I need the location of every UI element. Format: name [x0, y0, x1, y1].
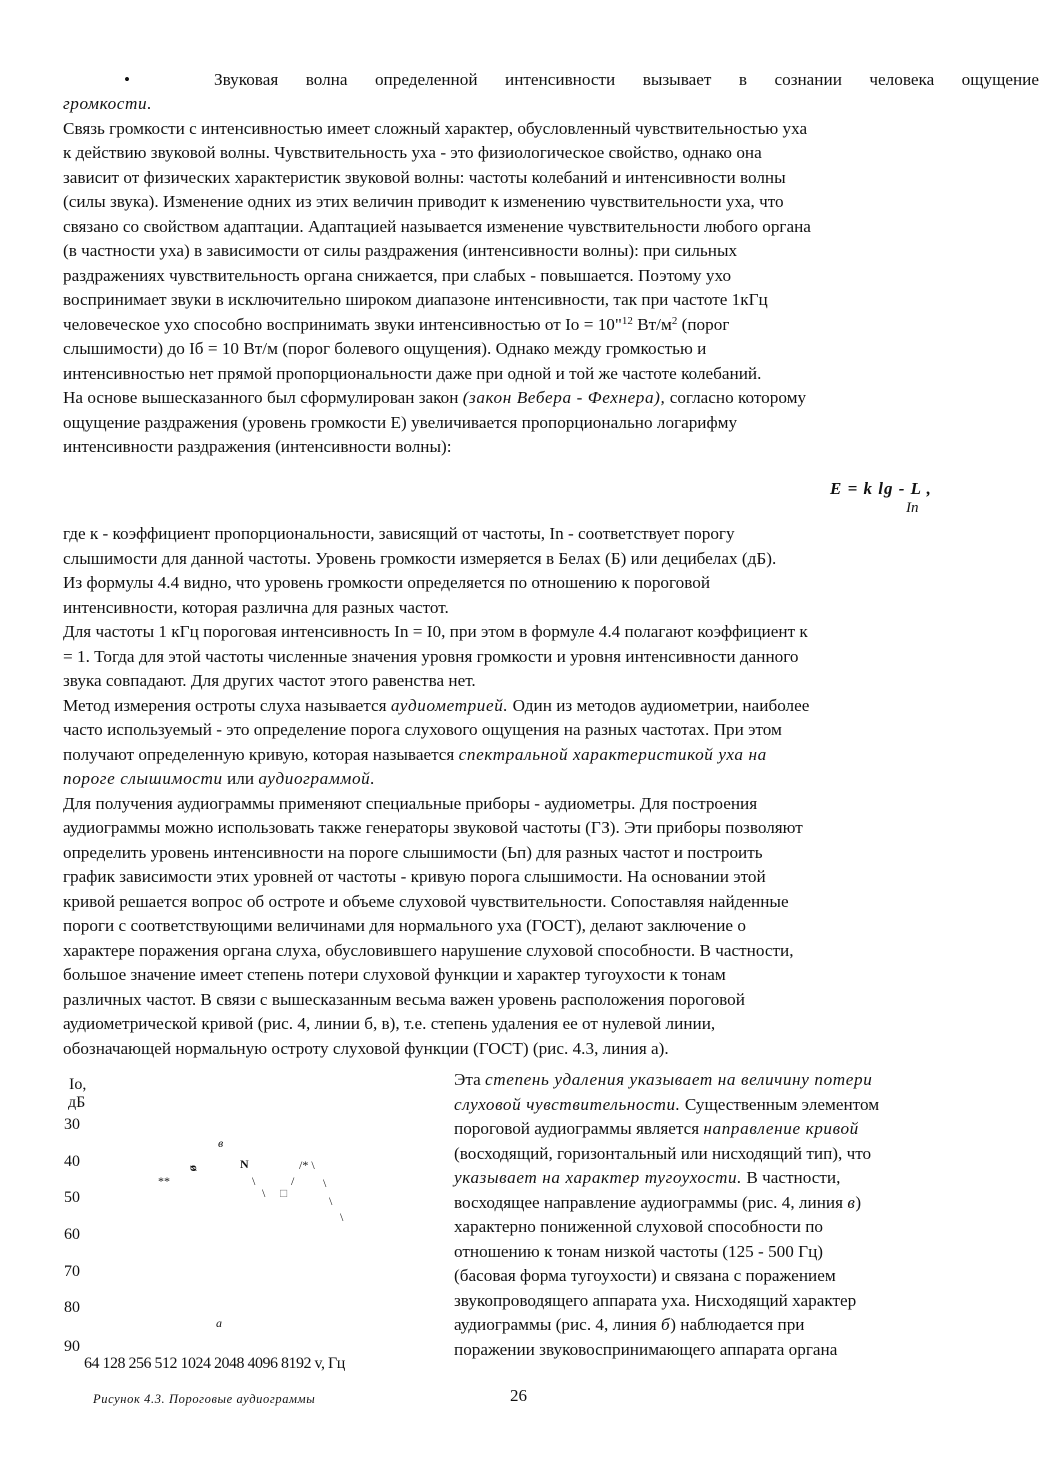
spectral-italic-1: пороге слышимости: [63, 769, 223, 788]
text-span: ): [855, 1192, 862, 1212]
curve-marker-slash-star: /* \: [299, 1158, 315, 1172]
text-line: зависит от физических характеристик звуковой волны: частоты колебаний и интенсивности волны: [63, 167, 786, 187]
law-text-b: согласно которому: [665, 388, 807, 407]
text-line: (басовая форма тугоухости) и связана с поражением: [454, 1266, 836, 1285]
y-axis-label-unit: дБ: [68, 1094, 86, 1111]
text-line: слышимости для данной частоты. Уровень громкости измеряется в Белах (Б) или децибелах (дБ).: [63, 548, 777, 568]
curve-marker-backslash: \: [262, 1186, 266, 1200]
y-tick-label: 80: [64, 1299, 80, 1316]
text-span: аудиограммы (рис. 4, линия: [454, 1315, 661, 1334]
text-line: кривой решается вопрос об остроте и объеме слуховой чувствительности. Сопоставляя найденные: [63, 891, 789, 911]
text-span: восходящее направление аудиограммы (рис. 4, линия: [454, 1192, 848, 1212]
y-tick-label: 60: [64, 1226, 80, 1243]
text-line: аудиограммы можно использовать также генераторы звуковой частоты (ГЗ). Эти приборы позволяют: [63, 818, 803, 837]
text-line: поражении звуковоспринимающего аппарата органа: [454, 1339, 838, 1359]
y-tick-label: 50: [64, 1189, 80, 1206]
method-italic: аудиометрией.: [390, 695, 509, 715]
italic-span: направление кривой: [703, 1119, 859, 1138]
threshold-text-b: Вт/м: [632, 314, 672, 334]
text-line: характере поражения органа слуха, обусловившего нарушение слуховой способности. В частности,: [63, 940, 794, 960]
main-text-block-1: [63, 92, 978, 460]
intro-italic-word: громкости.: [63, 94, 153, 113]
text-span: В частности,: [742, 1168, 841, 1187]
curve-marker-circles: ᴓ: [190, 1160, 197, 1174]
text-line: Для частоты 1 кГц пороговая интенсивность In = I0, при этом в формуле 4.4 полагают коэффициент к: [63, 622, 808, 641]
text-line: слышимости) до Iб = 10 Вт/м (порог болевого ощущения). Однако между громкостью и: [63, 339, 707, 358]
spectral-italic: спектральной характеристикой уха на: [458, 744, 767, 764]
text-line: часто используемый - это определение порога слухового ощущения на разных частотах. При этом: [63, 720, 782, 739]
curve-marker-backslash: \: [329, 1194, 333, 1208]
text-line: (силы звука). Изменение одних из этих величин приводит к изменению чувствительности уха, что: [63, 192, 784, 211]
curve-marker-slash: /: [291, 1174, 295, 1188]
italic-span: слуховой чувствительности.: [454, 1094, 681, 1114]
threshold-exponent-1: 12: [621, 314, 633, 327]
x-axis-ticks: 64 128 256 512 1024 2048 4096 8192 v, Гц: [84, 1355, 345, 1372]
text-line: звукопроводящего аппарата уха. Нисходящий характер: [454, 1290, 857, 1310]
formula-subscript: In: [906, 500, 919, 516]
text-line: к действию звуковой волны. Чувствительность уха - это физиологическое свойство, однако она: [63, 143, 762, 162]
curve-marker-backslash: \: [252, 1174, 256, 1188]
threshold-text-a: человеческое ухо способно воспринимать звуки интенсивностью от Io = 10": [63, 314, 622, 334]
spectral-text-or: или: [222, 769, 259, 788]
y-axis-label-intensity: Io,: [69, 1076, 87, 1093]
italic-span: указывает на характер тугоухости.: [454, 1168, 743, 1187]
threshold-line: [63, 313, 978, 338]
text-line: интенсивности раздражения (интенсивности волны):: [63, 437, 452, 456]
text-line: пороги с соответствующими величинами для нормального уха (ГОСТ), делают заключение о: [63, 916, 746, 935]
text-line: воспринимает звуки в исключительно широком диапазоне интенсивности, так при частоте 1кГц: [63, 290, 768, 309]
law-name-italic: (закон Вебера - Фехнера),: [462, 388, 666, 407]
text-line: (восходящий, горизонтальный или нисходящий тип), что: [454, 1143, 872, 1163]
law-text-a: На основе вышесказанного был сформулирован закон: [63, 388, 463, 407]
italic-span: б: [660, 1315, 671, 1334]
text-line: график зависимости этих уровней от частоты - кривую порога слышимости. На основании этой: [63, 867, 766, 886]
text-line: связано со свойством адаптации. Адаптацией называется изменение чувствительности любого органа: [63, 216, 811, 236]
text-line: (в частности уха) в зависимости от силы раздражения (интенсивности волны): при сильных: [63, 241, 738, 260]
y-tick-label: 70: [64, 1263, 80, 1280]
page-number: 26: [510, 1386, 527, 1405]
curve-marker-stars: **: [158, 1174, 170, 1188]
spectral-text-a: получают определенную кривую, которая называется: [63, 744, 459, 764]
text-line: [454, 1191, 994, 1216]
text-line: Для получения аудиограммы применяют специальные приборы - аудиометры. Для построения: [63, 793, 758, 813]
text-line: аудиометрической кривой (рис. 4, линии б, в), т.е. степень удаления ее от нулевой линии,: [63, 1014, 716, 1033]
curve-label-a: а: [216, 1316, 223, 1330]
text-line: раздражениях чувствительность органа снижается, при слабых - повышается. Поэтому ухо: [63, 265, 732, 285]
spectral-line: [63, 743, 978, 768]
text-line: Из формулы 4.4 видно, что уровень громкости определяется по отношению к пороговой: [63, 573, 711, 592]
text-line: [454, 1093, 994, 1118]
formula-main: E = k lg - L ,: [830, 479, 932, 498]
text-line: определить уровень интенсивности на пороге слышимости (Ьп) для разных частот и построить: [63, 842, 763, 862]
text-line: различных частот. В связи с вышесказанным весьма важен уровень расположения пороговой: [63, 989, 745, 1009]
text-line: = 1. Тогда для этой частоты численные значения уровня громкости и уровня интенсивности данного: [63, 646, 799, 666]
text-span: ) наблюдается при: [670, 1315, 805, 1334]
y-tick-label: 40: [64, 1153, 80, 1170]
italic-span: степень удаления указывает на величину потери: [485, 1070, 873, 1089]
intro-text: Звуковая волна определенной интенсивности вызывает в сознании человека ощущение: [214, 70, 1039, 89]
method-line: [63, 694, 978, 719]
text-line: интенсивностью нет прямой пропорциональности даже при одной и той же частоте колебаний.: [63, 363, 762, 383]
bullet-marker: •: [124, 70, 131, 89]
text-line: ощущение раздражения (уровень громкости Е) увеличивается пропорционально логарифму: [63, 412, 738, 432]
text-line: обозначающей нормальную остроту слуховой функции (ГОСТ) (рис. 4.3, линия а).: [63, 1038, 669, 1058]
curve-label-v: в: [218, 1136, 224, 1150]
text-line: характерно пониженной слуховой способности по: [454, 1217, 823, 1236]
text-line: [454, 1068, 994, 1093]
text-span: Существенным элементом: [680, 1094, 880, 1114]
method-text-a: Метод измерения остроты слуха называется: [63, 695, 391, 715]
law-line: [63, 386, 978, 411]
text-line: интенсивности, которая различна для разных частот.: [63, 597, 449, 617]
text-line: [454, 1313, 994, 1338]
curve-marker-backslash: \: [340, 1210, 344, 1224]
y-tick-label: 30: [64, 1116, 80, 1133]
text-span: пороговой аудиограммы является: [454, 1119, 704, 1138]
y-tick-label: 90: [64, 1338, 80, 1355]
text-line: звука совпадают. Для других частот этого равенства нет.: [63, 671, 476, 690]
text-line: где к - коэффициент пропорциональности, зависящий от частоты, In - соответствует порогу: [63, 524, 735, 543]
text-line: [454, 1117, 994, 1142]
text-line: отношению к тонам низкой частоты (125 - 500 Гц): [454, 1241, 824, 1261]
threshold-text-c: (порог: [677, 314, 730, 334]
right-column-text: [454, 1068, 994, 1362]
main-text-block-2: [63, 522, 978, 1061]
text-span: Эта: [454, 1070, 485, 1089]
curve-marker-n: N: [240, 1157, 249, 1171]
spectral-line-2: [63, 767, 978, 792]
spectral-italic-2: аудиограммой.: [258, 769, 376, 788]
text-line: [454, 1166, 994, 1191]
method-text-b: Один из методов аудиометрии, наиболее: [508, 695, 810, 715]
curve-marker-backslash: \: [323, 1176, 327, 1190]
curve-marker-box: □: [280, 1186, 288, 1200]
italic-span: в: [847, 1192, 856, 1212]
text-line: большое значение имеет степень потери слуховой функции и характер тугоухости к тонам: [63, 965, 726, 984]
figure-caption: Рисунок 4.3. Пороговые аудиограммы: [93, 1392, 316, 1406]
threshold-exponent-2: 2: [671, 314, 678, 327]
text-line: Связь громкости с интенсивностью имеет сложный характер, обусловленный чувствительностью уха: [63, 118, 808, 138]
